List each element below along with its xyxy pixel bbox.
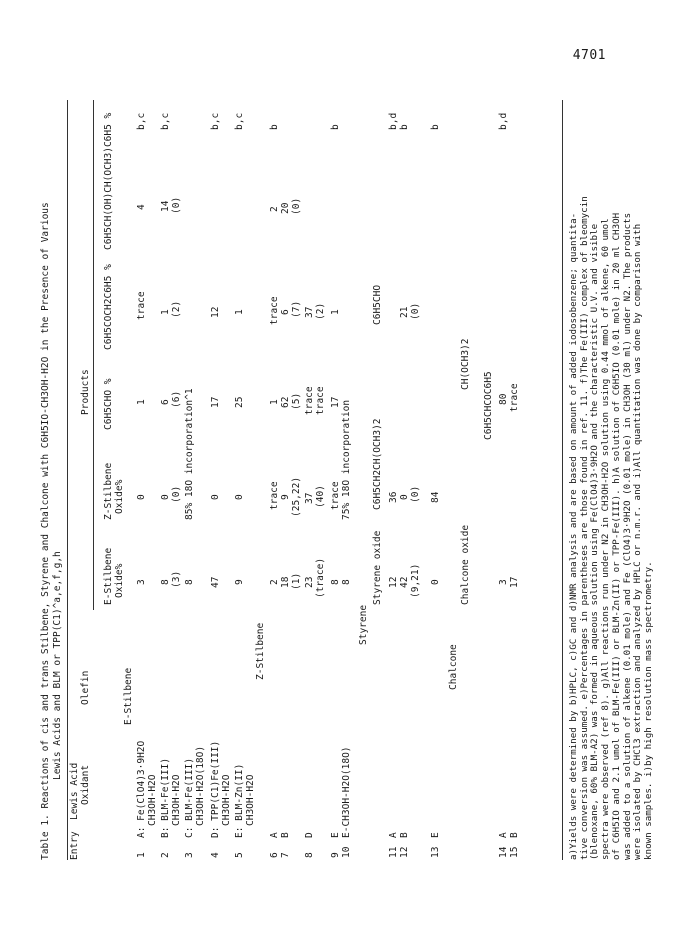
row-deoxybenzoin-ref: (7) xyxy=(291,300,302,318)
row-deoxybenzoin: 37 xyxy=(304,306,315,318)
row-z-stilbene-oxide: 9 xyxy=(280,494,291,500)
row-oxidant-solvent: CH3OH-H2O xyxy=(221,774,232,826)
row-oxidant: A xyxy=(498,832,509,838)
footnote-line: was added to a solution of alkene (0.01 mole) and Fe (ClO4)3·9H2O (0.01 mole) in CH3OH (30 ml) under N2. The products xyxy=(621,212,633,860)
header-entry: Entry xyxy=(69,831,80,860)
row-methoxy-alcohol: 4 xyxy=(136,204,147,210)
caption-line-1: Table 1. Reactions of cis and trans Stilbene, Styrene and Chalcone with C6H5IO-CH3OH-H2O in the Presence of Various xyxy=(40,202,51,860)
row-e-stilbene-oxide: 8 xyxy=(160,579,171,585)
row-benzaldehyde: trace xyxy=(304,386,315,415)
row-benzaldehyde: 17 xyxy=(210,396,221,408)
row-oxidant-solvent: CH3OH-H2O(18O) xyxy=(195,745,206,826)
row-chalcone-acetal: 80 xyxy=(498,393,509,405)
row-styrene-oxide: 0 xyxy=(430,579,441,585)
row-benzaldehyde: 1 xyxy=(136,399,147,405)
row-isotope-incorporation: 75% 18O incorporation xyxy=(341,399,352,520)
row-deoxybenzoin: trace xyxy=(136,291,147,320)
section-z-stilbene: Z-Stilbene xyxy=(255,622,266,680)
row-oxidant: D: TPP(C1)Fe(III) xyxy=(210,740,221,838)
chalcone-product-2a: CH(OCH3)2 xyxy=(460,338,471,390)
row-oxidant: E-CH3OH-H2O(18O) xyxy=(341,746,352,838)
row-benzaldehyde: 25 xyxy=(234,396,245,408)
header-col4: C6H5COCH2C6H5 % xyxy=(103,264,114,350)
row-methoxy-alcohol-ref: (0) xyxy=(171,196,182,214)
row-method-note: b,d xyxy=(498,112,509,130)
table-row: 2 xyxy=(160,852,171,858)
row-acetal-ref: (0) xyxy=(410,485,421,503)
styrene-product-1: Styrene oxide xyxy=(372,530,383,605)
section-chalcone: Chalcone xyxy=(448,644,459,690)
row-deoxybenzoin: 1 xyxy=(234,309,245,315)
chalcone-product-2b: C6H5CHCOC6H5 xyxy=(483,371,494,440)
row-styrene-oxide: 12 xyxy=(388,576,399,588)
caption-line-2: Lewis Acids and BLM or TPP(C1)^a,e,f,g,h xyxy=(51,551,63,780)
row-e-stilbene-oxide: 8 xyxy=(330,579,341,585)
styrene-product-3: C6H5CHO xyxy=(372,284,383,325)
header-col2b: Oxide% xyxy=(114,479,125,514)
row-deoxybenzoin-ref: (2) xyxy=(171,300,182,318)
row-method-note: b,d xyxy=(388,112,399,130)
rotated-table xyxy=(40,100,654,860)
row-benzaldehyde: 1 xyxy=(269,399,280,405)
chalcone-product-1: Chalcone oxide xyxy=(460,524,471,605)
row-oxidant: E: BLM-Zn(II) xyxy=(234,763,245,838)
table-row: 8 xyxy=(304,852,315,858)
table-row: 10 xyxy=(341,846,352,858)
row-chalcone-oxide: 3 xyxy=(498,579,509,585)
table-row: 6 xyxy=(269,852,280,858)
row-benzaldehyde: 21 xyxy=(399,306,410,318)
footnote-line: a)Yields were determined by b)HPLC, c)GC and d)NMR analysis and are based on amount of added iodosobenzene; quantita- xyxy=(568,212,579,860)
table-row: 11 xyxy=(388,846,399,858)
row-method-note: b,c xyxy=(136,112,147,130)
row-e-stilbene-oxide-ref: (1) xyxy=(291,572,302,590)
row-deoxybenzoin-ref: (2) xyxy=(315,302,326,320)
row-oxidant: A xyxy=(388,832,399,838)
row-method-note: b xyxy=(430,124,441,130)
row-benzaldehyde-ref: (0) xyxy=(410,302,421,320)
footnote-line: spectra were observed (ref 8). g)All reactions run under N2 in CH3OH-H2O solution using 0.44 mmol of alkene, 60 umol xyxy=(600,218,612,860)
row-e-stilbene-oxide: 3 xyxy=(136,579,147,585)
table-caption xyxy=(40,100,63,860)
row-benzaldehyde: 62 xyxy=(280,396,291,408)
row-oxidant: B xyxy=(399,832,410,838)
row-methoxy-alcohol: 2 xyxy=(269,206,280,212)
row-styrene-oxide: 42 xyxy=(399,576,410,588)
row-z-stilbene-oxide: 0 xyxy=(234,494,245,500)
header-lewis-acid: Lewis Acid xyxy=(69,762,80,820)
row-acetal: 36 xyxy=(388,491,399,503)
row-oxidant: B xyxy=(509,832,520,838)
table-row: 4 xyxy=(210,852,221,858)
section-styrene: Styrene xyxy=(358,604,369,645)
row-methoxy-alcohol: 20 xyxy=(280,202,291,214)
row-methoxy-alcohol-ref: (0) xyxy=(291,197,302,215)
row-deoxybenzoin: 12 xyxy=(210,306,221,318)
products-rule xyxy=(93,100,94,610)
row-benzaldehyde: 6 xyxy=(160,399,171,405)
header-col2a: Z-Stilbene xyxy=(103,462,114,520)
row-oxidant: D xyxy=(304,832,315,838)
row-method-note: b xyxy=(330,124,341,130)
row-styrene-oxide-ref: (9,21) xyxy=(410,563,421,598)
row-chalcone-acetal: trace xyxy=(509,383,520,412)
row-methoxy-alcohol: 14 xyxy=(160,200,171,212)
row-benzaldehyde-ref: (5) xyxy=(291,392,302,410)
row-e-stilbene-oxide-ref: (3) xyxy=(171,570,182,588)
table-row: 15 xyxy=(509,846,520,858)
footnote-line: known samples. i)by high resolution mass spectrometry. xyxy=(642,561,654,860)
header-col1b: Oxide% xyxy=(114,563,125,598)
row-z-stilbene-oxide: 0 xyxy=(136,494,147,500)
row-oxidant: A: Fe(ClO4)3·9H2O xyxy=(136,740,147,838)
row-method-note: b,c xyxy=(160,112,171,130)
row-acetal: 0 xyxy=(399,494,410,500)
row-oxidant: E xyxy=(330,832,341,838)
row-z-stilbene-oxide: 0 xyxy=(210,494,221,500)
row-method-note: b,c xyxy=(210,112,221,130)
row-z-stilbene-oxide: trace xyxy=(330,481,341,510)
row-e-stilbene-oxide: 2 xyxy=(269,579,280,585)
row-acetal: 84 xyxy=(430,491,441,503)
table-footnotes xyxy=(569,100,655,860)
row-z-stilbene-oxide-ref: (25,22) xyxy=(291,476,302,517)
row-oxidant-solvent: CH3OH-H2O xyxy=(147,774,158,826)
row-oxidant: C: BLM-Fe(III) xyxy=(184,757,195,838)
footnote-line: were isolated by CHCl3 extraction and analyzed by HPLC or n.m.r. and i)All quantitation was done by comparison with xyxy=(632,223,644,860)
row-e-stilbene-oxide: 8 xyxy=(184,579,195,585)
row-e-stilbene-oxide: 8 xyxy=(341,579,352,585)
header-col3: C6H5CHO % xyxy=(103,378,114,430)
footnote-line: (blenoxane, 60% BLM-A2) was formed in aqueous solution using Fe(ClO4)3·9H2O and the characteristic U.V. and visible xyxy=(589,223,601,860)
row-deoxybenzoin: trace xyxy=(269,296,280,325)
row-e-stilbene-oxide-ref: (trace) xyxy=(315,557,326,598)
table-row: 1 xyxy=(136,852,147,858)
table-row: 5 xyxy=(234,852,245,858)
footnote-line: of C6H5IO and 2.1 umol of BLM-Fe(III) or BLM-Zn(II) or TPP-Fe(III). h)A solution of C6H5IO (0.01 mole) in 20 ml CH3OH xyxy=(610,212,622,860)
row-z-stilbene-oxide: 0 xyxy=(160,494,171,500)
table-row: 3 xyxy=(184,852,195,858)
row-isotope-incorporation: 85% 18O incorporation^1 xyxy=(184,388,195,520)
header-col5: C6H5CH(OH)CH(OCH3)C6H5 % xyxy=(103,112,114,250)
row-method-note: b xyxy=(269,124,280,130)
table-row: 14 xyxy=(498,846,509,858)
section-e-stilbene: E-Stilbene xyxy=(123,667,134,725)
row-oxidant: E xyxy=(430,832,441,838)
row-e-stilbene-oxide: 47 xyxy=(210,576,221,588)
table-row: 7 xyxy=(280,852,291,858)
header-col1a: E-Stilbene xyxy=(103,547,114,605)
row-e-stilbene-oxide: 18 xyxy=(280,576,291,588)
top-rule xyxy=(67,100,68,860)
table-row: 9 xyxy=(330,852,341,858)
row-deoxybenzoin: 1 xyxy=(330,309,341,315)
row-z-stilbene-oxide-ref: (40) xyxy=(315,485,326,508)
header-products: Products xyxy=(80,369,91,415)
row-benzaldehyde: 17 xyxy=(330,396,341,408)
row-z-stilbene-oxide-ref: (0) xyxy=(171,485,182,503)
row-oxidant-solvent: CH3OH-H2O xyxy=(245,774,256,826)
row-z-stilbene-oxide: trace xyxy=(269,481,280,510)
row-method-note: b,c xyxy=(234,112,245,130)
header-olefin: Olefin xyxy=(80,670,91,705)
row-oxidant: A xyxy=(269,832,280,838)
page-number: 4701 xyxy=(572,48,606,63)
row-method-note: b xyxy=(399,124,410,130)
row-oxidant: B: BLM-Fe(III) xyxy=(160,757,171,838)
bottom-rule xyxy=(562,100,563,860)
footnote-line: tive conversion was assumed. e)Percentages in parentheses are those found in ref. 11. f)The Fe(III) complex of bleomycin xyxy=(578,196,590,860)
row-oxidant: B xyxy=(280,832,291,838)
row-oxidant-solvent: CH3OH-H2O xyxy=(171,774,182,826)
row-chalcone-oxide: 17 xyxy=(509,576,520,588)
row-benzaldehyde-ref: (6) xyxy=(171,390,182,408)
row-deoxybenzoin: 1 xyxy=(160,309,171,315)
table-row: 13 xyxy=(430,846,441,858)
header-oxidant: Oxidant xyxy=(80,764,91,805)
row-deoxybenzoin: 6 xyxy=(280,309,291,315)
row-z-stilbene-oxide: 37 xyxy=(304,492,315,504)
styrene-product-2: C6H5CH2CH(OCH3)2 xyxy=(372,418,383,510)
table-row: 12 xyxy=(399,846,410,858)
row-e-stilbene-oxide: 23 xyxy=(304,576,315,588)
row-e-stilbene-oxide: 9 xyxy=(234,579,245,585)
row-benzaldehyde-ref: trace xyxy=(315,386,326,415)
